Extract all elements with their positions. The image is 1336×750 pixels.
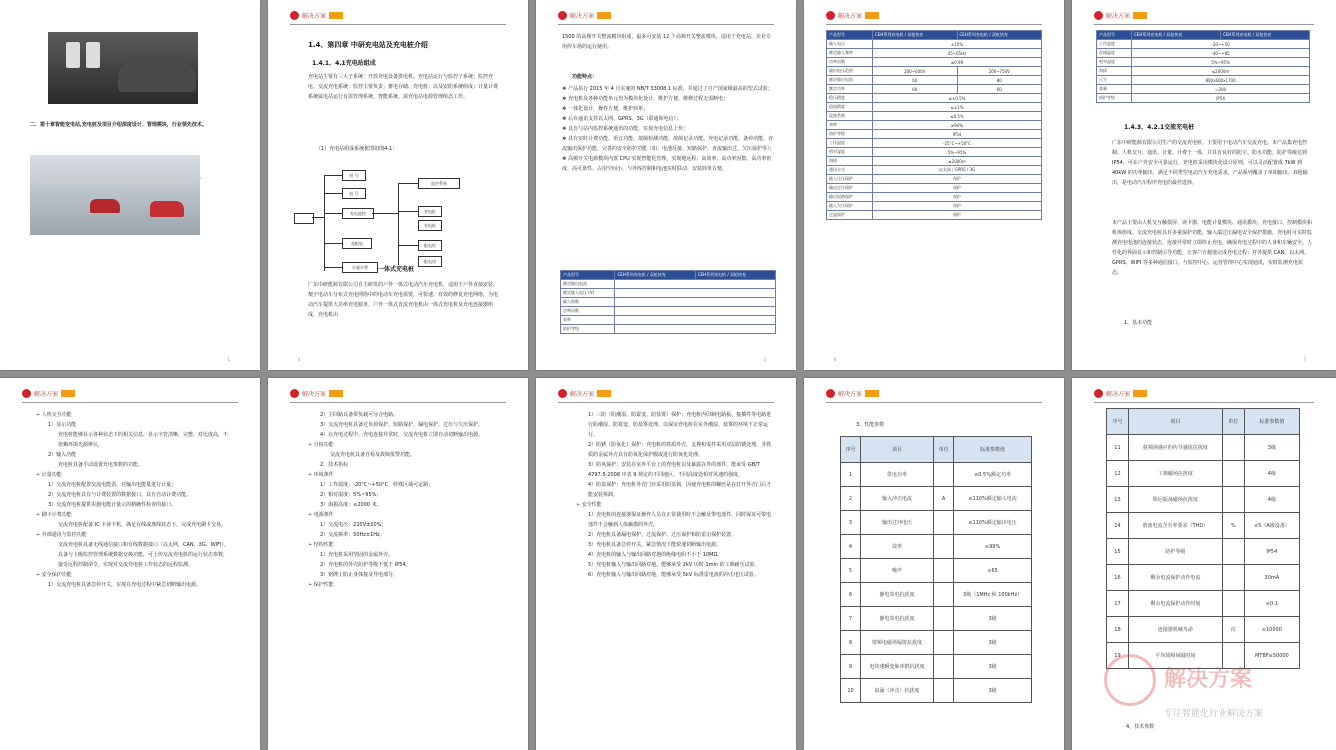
table-row: 7 静电放电抗扰度 3级: [841, 607, 1032, 631]
table-row: 相对湿度 5%~95%: [1097, 58, 1310, 67]
brand-logo-icon: [1094, 11, 1103, 20]
paragraph: 本产品主要由人机交互触摸屏、读卡器、电能计量模块、通讯模块、充电接口、控制模块和机体组成。交流充电桩具有多重保护功能，输入端过压漏电安全保护措施，充电时可实时监测充电电池的连接状态，连接异常时立即终止充电，确保充电过程中的人身和车辆安全。人性化的界面显示和控制引导功能，让客户方便地完成充电过程；对外提供 CAN、以太网、GPRS、WIFI 等多种通信接口，与监控中心、运营管理中心实现通讯，实时监测充电状态。: [1112, 220, 1313, 276]
text-line: 2）防锈（防氧化）保护：充电桩的铁质外壳、支撑和零件采用双层防锈处理，非铁质的金属外壳具有防氧化保护膜或进行防氧化处理。: [588, 442, 772, 458]
diagram-box: 充电监控: [342, 208, 374, 219]
table-row: 纹波系数 ≤0.5%: [827, 112, 1042, 121]
document-page-6: [0, 378, 260, 750]
table-row: 13 阻尼振荡磁场抗扰度 4级: [1107, 487, 1300, 513]
performance-table: 序号 项目 单位 标准参数值 11 射频场感应的传导骚扰抗扰度 3级 12 工频磁场抗扰度 4级 13 阻尼振荡磁场抗扰度 4级 14 谐波电流含有率要求（THD） % ≤5（A级设备） 15 防护等级 IP54 16 剩余电流保护动作电流 30mA 17 剩余电流保护动作时间 ≤0.1 18 连接器机械寿命 次 ≥10000 19 平均故障间隔时间 MTBF≥50000: [1106, 408, 1300, 669]
page-number: 1: [227, 357, 230, 362]
table-row: 11 射频场感应的传导骚扰抗扰度 3级: [1107, 435, 1300, 461]
table-row: 工作温度 -20~+50: [1097, 40, 1310, 49]
list-item: ❖ 后台通讯支持以太网、GPRS、3G（联通和电信）；: [562, 116, 682, 122]
table-row: 16 剩余电流保护动作电流 30mA: [1107, 565, 1300, 591]
diagram-box: 计量计费: [342, 262, 378, 273]
paragraph: 广东中研能源有限公司生产的交流充电桩，主要用于电动汽车交流充电。本产品集充电控制、人机交互、通讯、计量、计费于一体，并具有良好的防尘、防水功能，防护等级达到 IP54，可在户外安全可靠运行。充电桩采用模块化设计原则，可以灵活配置成 7kW 到 40kW 的功率输出，满足不同类型电动汽车充电需求，产品系列覆盖了单相输出、双枪输出，是电动汽车程序充电的最佳选择。: [1112, 140, 1308, 186]
document-page-9: [804, 378, 1064, 750]
table-row: 过温保护 保护: [827, 211, 1042, 220]
page-header: 解决方案: [290, 8, 343, 22]
list-item: ❖ 一体化设计，操作方便，维护简单；: [562, 106, 649, 112]
page-number: 5: [763, 357, 766, 362]
paragraph: （1）充电站组成系统框图如图4-1：: [316, 146, 398, 152]
text-line: 1）工作温度：-20°C~+50°C，特殊区域可定制；: [320, 482, 434, 488]
brand-logo-icon: [558, 389, 567, 398]
text-line: 3）交流充电桩提供实施电能计量示的精确性检查的接口。: [48, 502, 177, 508]
table-row: 尺寸 800x600x1700: [1097, 76, 1310, 85]
text-line: 1）充电桩采用坚固的金属外壳。: [320, 552, 394, 558]
table-row: 重量 ≈300: [1097, 85, 1310, 94]
paragraph: 1500 的高频开关整流模块组成，最多可安装 12 个高频开关整流模块，适用于充电站、企业专用停车场的运行使用。: [562, 34, 771, 50]
text-line: ➢ 安全性能: [576, 502, 602, 508]
document-page-8: [536, 378, 796, 750]
text-block: [36, 410, 232, 590]
header-rule: [290, 24, 506, 25]
document-page-3: [536, 0, 796, 370]
header-rule: [558, 402, 774, 403]
text-line: 4）防盗保护：充电桩外壳门应采用防盗锁，因使充电桩的螺丝是在打开外壳门后才能安装拆卸。: [588, 482, 772, 498]
page-header: 解决方案: [558, 386, 611, 400]
brand-logo-icon: [558, 11, 567, 20]
text-line: 4）充电桩的输入与输出回路对地的绝缘电阻不小于 10MΩ。: [588, 552, 723, 558]
brand-badge-icon: [597, 12, 611, 19]
table-caption: 3、性能参数: [856, 422, 885, 428]
list-item: ❖ 充电机及各种功能单元均为模块化设计，维护方便，维修过程无需断电；: [562, 96, 729, 102]
text-line: ➢ 保护性能: [308, 582, 334, 588]
table-row: 工作温度 -25°C~+50°C: [827, 139, 1042, 148]
list-item: 1、基本功能: [1124, 320, 1153, 326]
text-line: 6）充电桩输入与输出回路对地，能够承受 5kV 标准雷电波的冲击电压试验。: [588, 572, 759, 578]
document-page-1: [0, 0, 260, 370]
table-row: 输入欠压保护 保护: [827, 202, 1042, 211]
text-line: ➢ 计量功能: [36, 472, 62, 478]
brand-badge-icon: [865, 12, 879, 19]
text-line: 交流充电桩具备自检及故障报警功能。: [330, 452, 416, 458]
section-title: 1.4.3、4.2.1交流充电桩: [1124, 124, 1195, 131]
diagram-box: 充电桩: [418, 220, 442, 231]
page-header: 解决方案: [290, 386, 343, 400]
section-title: 1.4.1、4.1充电站组成: [312, 60, 376, 67]
header-rule: [1094, 24, 1314, 25]
page-1-caption: 二．第十章智能变电站,充电桩及项目介绍深度设计、管理模块，行业领先技术。: [30, 122, 207, 128]
table-row: 输入过压保护 保护: [827, 175, 1042, 184]
chapter-title: 1.4、第四章 中研充电站及充电桩介绍: [308, 41, 428, 49]
section-footer: 4、技术参数: [1126, 724, 1155, 730]
text-line: 1）交流充电桩具备急停开关，实现在充电过程中紧急切断输出电源。: [48, 582, 202, 588]
text-line: 2）主回路具备带负载可分合电路。: [320, 412, 399, 418]
header-rule: [558, 24, 774, 25]
table-row: 9 电快速瞬变脉冲群抗扰度 3级: [841, 655, 1032, 679]
text-line: 1）显示功能: [48, 422, 77, 428]
watermark: 解决方案: [1072, 654, 1252, 706]
diagram-box: 桩 号: [342, 170, 366, 181]
list-item: ❖ 高频开关电源模块内置 CPU 实现智能化管理，实现地远程、高效率、高功率因数、高功率密度、高可靠性、占用空间小、与外线控制和电池实时联动、安装简单方便。: [562, 156, 772, 172]
page-header: 解决方案: [1094, 8, 1147, 22]
table-row: 防护等级 IP54: [827, 130, 1042, 139]
table-row: 1 供电功率 ≤0.5%额定功率: [841, 463, 1032, 487]
text-block: [576, 410, 772, 580]
table-row: 额定输入频率 45~65Hz: [827, 49, 1042, 58]
text-line: 交流充电桩配备 IC 卡读卡机，满足在线或离线状态下，完成充电刷卡交易。: [58, 522, 227, 528]
table-row: 额定功率 60 60: [827, 85, 1042, 94]
page-number: 7: [1303, 357, 1306, 362]
brand-logo-icon: [1094, 389, 1103, 398]
brand-badge-icon: [329, 12, 343, 19]
text-line: 充电桩具备手动设置充电参数的功能。: [58, 462, 144, 468]
watermark-text: 专注智能化行业解决方案: [1164, 709, 1264, 719]
header-rule: [22, 402, 238, 403]
table-row: 17 剩余电流保护动作时间 ≤0.1: [1107, 591, 1300, 617]
text-line: 2）充电桩的外壳防护等级不低于 IP54。: [320, 562, 411, 568]
brand-badge-icon: [1133, 390, 1147, 397]
list-item: ❖ 具有实时计费功能、语音功能、故障检测功能、故障记录功能、充电记录功能、备停功能、直流输出保护功能，完善的安全防护功能（如：电池反接、短路保护、直流输出过、欠压保护等）；: [562, 136, 775, 152]
table-row: 6 静电放电抗扰度 3级（1MHz 和 100kHz）: [841, 583, 1032, 607]
table-row: 海拔 ≤2000m: [827, 157, 1042, 166]
text-line: 3）海拔高度：≤2000 米。: [320, 502, 382, 508]
brand-badge-icon: [61, 390, 75, 397]
text-line: 1）三防（防潮湿、防霉变、防盐雾）保护：充电桩内印制电路板、接插件等电路进行防潮湿、防霉变、防盐雾处理，以保证充电桩在室外潮湿、盐雾的环境下正常运行。: [588, 412, 772, 438]
text-line: 3）铭牌上防止身体接及导电部分。: [320, 572, 399, 578]
text-line: ➢ 环境条件: [308, 472, 334, 478]
brand-logo-icon: [826, 11, 835, 20]
text-line: 4）在充电过程中，充电连接异常时，交流充电桩立即自动切断输出电源。: [320, 432, 484, 438]
table-row: 额定输出电流 60 80: [827, 76, 1042, 85]
table-row: 通讯方式 以太网 / GPRS / 3G: [827, 166, 1042, 175]
table-row: 稳压精度 ≤±0.5%: [827, 94, 1042, 103]
list-item: ❖ 具有与站内监控系统通讯的功能，实现充电信息上传；: [562, 126, 689, 132]
header-rule: [290, 402, 506, 403]
text-line: 2）交流频率：50Hz±1Hz。: [320, 532, 385, 538]
paragraph: 充电站主要有三大子系统：开放充电设备供电机、充电站运行与监控子系统；监控充电、交流充电系统；监控主要负责；蓄电存储、充电桩；以及安防系统组成；计量计费系统属电站运行有需管理系统、智能系统、需充电站电源管理组态工作。: [308, 74, 499, 100]
spec-table: 产品型号 CEH系列充电机 / 双枪快充 CEH系列充电机 / 双枪快充 工作温度 -20~+50 存储温度 -40~+85 相对湿度 5%~95% 海拔 ≤2000m 尺寸 800x600x1700 重量 ≈300 防护等级 IP54: [1096, 30, 1310, 103]
text-line: ➢ 人机交互功能: [36, 412, 72, 418]
page-header: 解决方案: [826, 386, 879, 400]
table-row: 10 浪涌（冲击）抗扰度 3级: [841, 679, 1032, 703]
paragraph: 广东中研能源有限公司自主研发的户外一体式电动汽车充电机，适用于户外直接安装，便于电动车分布式充电网络中的电动车充电需要，可快速、有效的修复充电网络，为电动汽车提供大功率充电服务。户外一体式直流充电机由一体式充电机及充电连接器组成，充电机由: [308, 282, 499, 318]
brand-badge-icon: [329, 390, 343, 397]
text-line: ➢ 外部通讯与监控功能: [36, 532, 87, 538]
page-number: 6: [834, 357, 837, 362]
brand-logo-icon: [826, 389, 835, 398]
table-row: 存储温度 -40~+85: [1097, 49, 1310, 58]
text-line: 1）交流电压：220V±10%；: [320, 522, 387, 528]
brand-logo-icon: [290, 11, 299, 20]
feature-list: [562, 84, 776, 174]
text-line: 3）交流充电桩具备过负荷保护、短路保护、漏电保护、过压与欠压保护。: [320, 422, 484, 428]
spec-table: 产品型号 CEH系列充电机 / 双枪快充 CEH系列充电机 / 双枪快充 输入电压 ±15% 额定输入频率 45~65Hz 功率因数 ≥0.99 输出电压范围 200~600V 200~750V 额定输出电流 60 80 额定功率 60 60 稳压精度 ≤±0.5% 稳流精度 ≤±1% 纹波系数 ≤0.5% 效率 ≥94% 防护等级 IP54 工作温度 -25°C~+50°C 相对湿度 5%~95% 海拔 ≤2000m 通讯方式 以太网 / GPRS / 3G 输入过压保护 保护 输出过压保护 保护 输出短路保护 保护 输入欠压保护 保护 过温保护 保护: [826, 30, 1042, 220]
brand-badge-icon: [865, 390, 879, 397]
diagram-box: 配电柜: [418, 240, 442, 251]
table-row: 8 射频电磁场辐射抗扰度 3级: [841, 631, 1032, 655]
document-page-4: [804, 0, 1064, 370]
table-row: 5 噪声 ≤65: [841, 559, 1032, 583]
table-row: 3 输出过冲电压 ≤110%额定输出电压: [841, 511, 1032, 535]
page-header: 解决方案: [558, 8, 611, 22]
table-row: 防护等级 IP54: [1097, 94, 1310, 103]
page-header: 解决方案: [1094, 386, 1147, 400]
page-header: 解决方案: [826, 8, 879, 22]
text-line: 1）充电桩的连接器保证操作人员在正常使用时不会触及带电部件，同时保证可带电部件不会触到人体触摸的外壳。: [588, 512, 772, 528]
charging-car-photo: [48, 32, 198, 104]
table-row: 海拔 ≤2000m: [1097, 67, 1310, 76]
text-line: 3）防风保护：安装在室外平台上的充电桩以及暴露在外的部件，能承受 GB/T 4797.5-2008 中表 9 规定的不同地区、不同高度处相对风速的强度。: [588, 462, 760, 478]
diagram-box: [294, 213, 314, 224]
brand-badge-icon: [597, 390, 611, 397]
table-row: 输出短路保护 保护: [827, 193, 1042, 202]
brand-badge-icon: [1133, 12, 1147, 19]
text-line: 5）充电桩输入与输出回路对地，能够承受 2kV 历时 1min 的工频耐压试验。: [588, 562, 760, 568]
table-row: 12 工频磁场抗扰度 4级: [1107, 461, 1300, 487]
watermark-logo-icon: [1104, 654, 1156, 706]
table-row: 效率 ≥94%: [827, 121, 1042, 130]
header-rule: [1094, 402, 1314, 403]
document-page-5: [1072, 0, 1336, 370]
text-block: [308, 410, 500, 590]
table-row: 18 连接器机械寿命 次 ≥10000: [1107, 617, 1300, 643]
performance-table: 序号 项目 单位 标准参数值 1 供电功率 ≤0.5%额定功率 2 输入冲击电流 A ≤110%额定输入电流 3 输出过冲电压 ≤110%额定输出电压 4 效率 ≥99% 5 噪声 ≤65 6 静电放电抗扰度 3级（1MHz 和 100kHz） 7 静电放电抗扰度 3级 8 射频电磁场辐射抗扰度 3级 9 电快速瞬变脉冲群抗扰度 3级 10 浪涌（冲击）抗扰度 3级: [840, 436, 1032, 703]
table-row: 19 平均故障间隔时间 MTBF≥50000: [1107, 643, 1300, 669]
table-row: 2 输入冲击电流 A ≤110%额定输入电流: [841, 487, 1032, 511]
table-row: 稳流精度 ≤±1%: [827, 103, 1042, 112]
page-number: 4: [298, 357, 301, 362]
diagram-box: 桩 号: [342, 188, 366, 199]
text-line: 充电桩能够显示各种状态下的相关信息，显示字符清晰、完整，对比度高，不依赖环境光源辨认。: [58, 432, 229, 448]
header-rule: [826, 24, 1042, 25]
page-header: 解决方案: [22, 386, 75, 400]
table-row: 4 效率 ≥99%: [841, 535, 1032, 559]
text-line: ➢ 刷卡计费功能: [36, 512, 72, 518]
section-title: 一体式充电桩: [378, 266, 415, 273]
header-rule: [826, 402, 1042, 403]
carport-photo: [30, 155, 200, 235]
feature-title: 功能特点：: [572, 74, 598, 80]
list-item: ❖ 产品执行 2015 年 4 月实施的 NB/T 33008.1 标准，并通过了自产国家级最高的型式试验；: [562, 86, 773, 92]
text-line: 1）交流充电桩配置交流电能表，对输出电能量进行计量；: [48, 482, 177, 488]
brand-logo-icon: [22, 389, 31, 398]
table-row: 14 谐波电流含有率要求（THD） % ≤5（A级设备）: [1107, 513, 1300, 539]
text-line: 2）输入功能: [48, 452, 77, 458]
text-line: ➢ 电源条件: [308, 512, 334, 518]
diagram-box: 监控系统: [418, 178, 460, 189]
table-row: 输入电压 ±15%: [827, 40, 1042, 49]
document-page-10: [1072, 378, 1336, 750]
text-line: ➢ 安全保护功能: [36, 572, 72, 578]
document-page-7: [268, 378, 528, 750]
spec-table: 产品型号 CEH系列充电机 / 双枪快充 CEH系列充电机 / 双枪快充 额定输出电流 额定输入电压 (V) 输入相数 功率因数 效率 防护等级: [560, 270, 776, 334]
text-line: 3）充电桩具备急停开关，紧急情况下能快速切断输出电源。: [588, 542, 722, 548]
text-line: 2）交流充电桩具有与计费装置的数据接口，具有自动计费功能。: [48, 492, 192, 498]
text-line: 2、技术指标: [320, 462, 349, 468]
text-line: ➢ 结构性能: [308, 542, 334, 548]
text-line: 2）充电桩具备漏电保护、过流保护、过压保护和防雷击保护装置。: [588, 532, 737, 538]
table-row: 功率因数 ≥0.99: [827, 58, 1042, 67]
diagram-box: 配电房: [418, 256, 442, 267]
diagram-box: 变配电: [342, 238, 372, 249]
diagram-box: 充电桩: [418, 206, 442, 217]
table-row: 输出电压范围 200~600V 200~750V: [827, 67, 1042, 76]
table-row: 15 防护等级 IP54: [1107, 539, 1300, 565]
brand-logo-icon: [290, 389, 299, 398]
text-line: ➢ 自检功能: [308, 442, 334, 448]
document-page-2: [268, 0, 528, 370]
text-line: 交流充电桩具备无线通信接口和有线数据接口（以太网，CAN、3G、WIFI），具备与上级监控管理系统数据交换功能，可上传交流充电桩的运行状态参数，接受远程控制命令，实现对交流充电桩工作状态的远程监测。: [58, 542, 229, 568]
table-row: 输出过压保护 保护: [827, 184, 1042, 193]
table-row: 相对湿度 5%~95%: [827, 148, 1042, 157]
text-line: 2）相对湿度：5%~95%；: [320, 492, 382, 498]
